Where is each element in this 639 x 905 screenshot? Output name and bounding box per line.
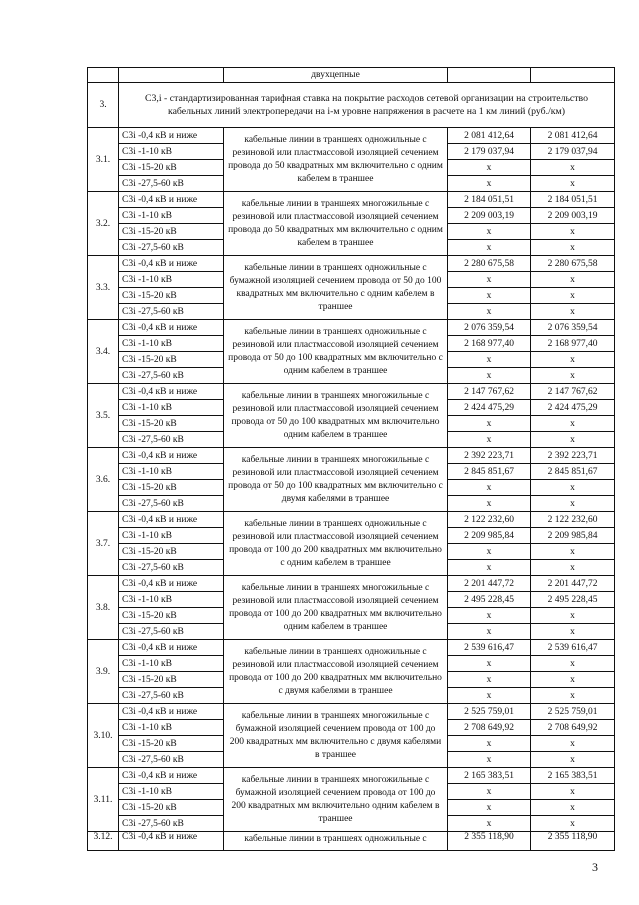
voltage-level: C3i -15-20 кВ: [119, 224, 224, 240]
rate-value-2: x: [531, 432, 615, 448]
voltage-level: C3i -27,5-60 кВ: [119, 752, 224, 768]
rate-value-1: 2 845 851,67: [448, 464, 531, 480]
voltage-level: C3i -15-20 кВ: [119, 672, 224, 688]
section-header-row: [88, 83, 615, 128]
rate-value-2: 2 076 359,54: [531, 320, 615, 336]
rate-value-2: x: [531, 784, 615, 800]
voltage-level: C3i -1-10 кВ: [119, 784, 224, 800]
table-row: [88, 512, 615, 528]
voltage-level: C3i -1-10 кВ: [119, 464, 224, 480]
voltage-level: C3i -15-20 кВ: [119, 160, 224, 176]
rate-value-1: x: [448, 560, 531, 576]
voltage-level: C3i -27,5-60 кВ: [119, 624, 224, 640]
rate-value-1: 2 184 051,51: [448, 192, 531, 208]
voltage-level: C3i -1-10 кВ: [119, 144, 224, 160]
rate-value-2: 2 209 003,19: [531, 208, 615, 224]
rate-value-2: x: [531, 176, 615, 192]
cable-description: кабельные линии в траншеях многожильные с бумажной изоляцией сечением провода от 100 до 200 квадратных мм включительно одним кабелем в траншее: [224, 768, 448, 832]
voltage-level: C3i -15-20 кВ: [119, 288, 224, 304]
rate-value-2: x: [531, 496, 615, 512]
voltage-level: C3i -27,5-60 кВ: [119, 816, 224, 832]
rate-value-2: x: [531, 752, 615, 768]
rate-value-1: x: [448, 752, 531, 768]
rate-value-1: x: [448, 288, 531, 304]
voltage-level: C3i -0,4 кВ и ниже: [119, 704, 224, 720]
voltage-level: C3i -1-10 кВ: [119, 272, 224, 288]
row-number: 3.8.: [88, 576, 119, 640]
rate-value-1: x: [448, 272, 531, 288]
row-number: 3.10.: [88, 704, 119, 768]
rate-value-1: x: [448, 544, 531, 560]
table-row: [88, 384, 615, 400]
row-number: 3.6.: [88, 448, 119, 512]
section-number: 3.: [88, 83, 119, 128]
rate-value-1: 2 179 037,94: [448, 144, 531, 160]
rate-value-1: 2 495 228,45: [448, 592, 531, 608]
voltage-level: C3i -27,5-60 кВ: [119, 432, 224, 448]
voltage-level: C3i -0,4 кВ и ниже: [119, 768, 224, 784]
cable-description: кабельные линии в траншеях многожильные с резиновой или пластмассовой изоляцией сечением провода от 100 до 200 квадратных мм включительно одним кабелем в траншее: [224, 576, 448, 640]
page-number: 3: [592, 860, 598, 874]
voltage-level: C3i -1-10 кВ: [119, 656, 224, 672]
table-row: [88, 192, 615, 208]
voltage-level: C3i -27,5-60 кВ: [119, 176, 224, 192]
rate-value-2: x: [531, 352, 615, 368]
rate-value-1: 2 539 616,47: [448, 640, 531, 656]
table-row: [88, 768, 615, 784]
rate-value-1: x: [448, 160, 531, 176]
voltage-level: C3i -15-20 кВ: [119, 480, 224, 496]
rate-value-2: x: [531, 672, 615, 688]
table-row: [88, 704, 615, 720]
cable-description: кабельные линии в траншеях многожильные с резиновой или пластмассовой изоляцией сечением провода от 50 до 100 квадратных мм включительно одним кабелем в траншее: [224, 384, 448, 448]
row-number: 3.9.: [88, 640, 119, 704]
rate-value-2: 2 392 223,71: [531, 448, 615, 464]
rate-value-2: 2 201 447,72: [531, 576, 615, 592]
voltage-level: C3i -27,5-60 кВ: [119, 688, 224, 704]
rate-value-2: x: [531, 656, 615, 672]
voltage-level: C3i -1-10 кВ: [119, 528, 224, 544]
rate-value-1: 2 076 359,54: [448, 320, 531, 336]
rate-value-2: x: [531, 544, 615, 560]
rate-value-1: 2 201 447,72: [448, 576, 531, 592]
rate-value-2: 2 179 037,94: [531, 144, 615, 160]
table-row: [88, 128, 615, 144]
rate-value-2: x: [531, 288, 615, 304]
rate-value-1: 2 165 383,51: [448, 768, 531, 784]
table-row: [88, 320, 615, 336]
voltage-level: C3i -15-20 кВ: [119, 544, 224, 560]
row-number: 3.7.: [88, 512, 119, 576]
rate-value-1: x: [448, 608, 531, 624]
cable-description: кабельные линии в траншеях одножильные с резиновой или пластмассовой изоляцией сечением провода от 50 до 100 квадратных мм включительно с одним кабелем в траншее: [224, 320, 448, 384]
rate-value-2: 2 495 228,45: [531, 592, 615, 608]
rate-value-2: x: [531, 560, 615, 576]
rate-value-1: x: [448, 672, 531, 688]
voltage-level: C3i -0,4 кВ и ниже: [119, 640, 224, 656]
row-number: 3.4.: [88, 320, 119, 384]
row-number: 3.12.: [88, 832, 119, 851]
rate-value-2: x: [531, 624, 615, 640]
cable-description: кабельные линии в траншеях многожильные с резиновой или пластмассовой изоляцией сечением провода до 50 квадратных мм включительно с одним кабелем в траншее: [224, 192, 448, 256]
rate-value-1: x: [448, 736, 531, 752]
cable-description: кабельные линии в траншеях одножильные с резиновой или пластмассовой изоляцией сечением провода от 100 до 200 квадратных мм включительно с одним кабелем в траншее: [224, 512, 448, 576]
rate-value-1: x: [448, 416, 531, 432]
rate-value-2: x: [531, 480, 615, 496]
rate-value-1: 2 168 977,40: [448, 336, 531, 352]
rate-value-1: 2 209 003,19: [448, 208, 531, 224]
voltage-level: C3i -1-10 кВ: [119, 720, 224, 736]
table-row: [88, 448, 615, 464]
voltage-level: C3i -0,4 кВ и ниже: [119, 256, 224, 272]
rate-value-2: 2 539 616,47: [531, 640, 615, 656]
rate-value-1: x: [448, 240, 531, 256]
rate-value-2: x: [531, 608, 615, 624]
voltage-level: C3i -0,4 кВ и ниже: [119, 128, 224, 144]
rate-value-2: 2 424 475,29: [531, 400, 615, 416]
voltage-level: C3i -0,4 кВ и ниже: [119, 448, 224, 464]
rate-value-1: x: [448, 352, 531, 368]
rate-value-1: 2 147 767,62: [448, 384, 531, 400]
rate-value-1: x: [448, 816, 531, 832]
rate-value-1: 2 708 649,92: [448, 720, 531, 736]
rate-value-1: x: [448, 224, 531, 240]
rate-value-1: 2 081 412,64: [448, 128, 531, 144]
rate-value-1: 2 209 985,84: [448, 528, 531, 544]
cell-empty: [448, 68, 531, 83]
rate-value-1: 2 122 232,60: [448, 512, 531, 528]
rate-value-2: x: [531, 736, 615, 752]
voltage-level: C3i -15-20 кВ: [119, 736, 224, 752]
row-number: 3.1.: [88, 128, 119, 192]
rate-value-2: 2 708 649,92: [531, 720, 615, 736]
rate-value-2: 2 081 412,64: [531, 128, 615, 144]
rate-value-1: x: [448, 656, 531, 672]
table-row: [88, 832, 615, 851]
row-number: 3.11.: [88, 768, 119, 832]
rate-value-2: x: [531, 816, 615, 832]
rate-value-2: 2 209 985,84: [531, 528, 615, 544]
rate-value-2: x: [531, 800, 615, 816]
rate-value-1: 2 424 475,29: [448, 400, 531, 416]
rate-value-1: 2 355 118,90: [448, 832, 531, 851]
rate-value-2: 2 122 232,60: [531, 512, 615, 528]
cable-description: кабельные линии в траншеях одножильные с резиновой или пластмассовой изоляцией сечением провода до 50 квадратных мм включительно с одним кабелем в траншее: [224, 128, 448, 192]
rate-value-1: 2 280 675,58: [448, 256, 531, 272]
voltage-level: C3i -0,4 кВ и ниже: [119, 384, 224, 400]
rate-value-2: x: [531, 304, 615, 320]
voltage-level: C3i -15-20 кВ: [119, 416, 224, 432]
rate-value-1: x: [448, 496, 531, 512]
voltage-level: C3i -27,5-60 кВ: [119, 560, 224, 576]
voltage-level: C3i -1-10 кВ: [119, 336, 224, 352]
rate-value-1: x: [448, 784, 531, 800]
rate-value-1: x: [448, 688, 531, 704]
voltage-level: C3i -1-10 кВ: [119, 208, 224, 224]
voltage-level: C3i -27,5-60 кВ: [119, 496, 224, 512]
rate-value-1: x: [448, 176, 531, 192]
cable-description: кабельные линии в траншеях многожильные с бумажной изоляцией сечением провода от 100 до 200 квадратных мм включительно с двумя кабелями в траншее: [224, 704, 448, 768]
rate-value-1: 2 392 223,71: [448, 448, 531, 464]
rate-value-2: x: [531, 272, 615, 288]
rate-value-2: 2 355 118,90: [531, 832, 615, 851]
tariff-table: [87, 67, 615, 851]
rate-value-1: x: [448, 480, 531, 496]
rate-value-2: 2 147 767,62: [531, 384, 615, 400]
rate-value-2: 2 184 051,51: [531, 192, 615, 208]
voltage-level: C3i -15-20 кВ: [119, 608, 224, 624]
rate-value-1: x: [448, 624, 531, 640]
voltage-level: C3i -15-20 кВ: [119, 800, 224, 816]
rate-value-2: x: [531, 368, 615, 384]
voltage-level: C3i -0,4 кВ и ниже: [119, 512, 224, 528]
rate-value-2: 2 168 977,40: [531, 336, 615, 352]
rate-value-2: 2 845 851,67: [531, 464, 615, 480]
rate-value-2: x: [531, 240, 615, 256]
table-row: [88, 576, 615, 592]
rate-value-2: x: [531, 224, 615, 240]
row-number: 3.3.: [88, 256, 119, 320]
cell-desc: двухцепные: [224, 68, 448, 83]
rate-value-1: x: [448, 304, 531, 320]
rate-value-2: 2 165 383,51: [531, 768, 615, 784]
voltage-level: C3i -15-20 кВ: [119, 352, 224, 368]
section-title: C3,i - стандартизированная тарифная ставка на покрытие расходов сетевой организации на строительство кабельных линий электропередачи на i-м уровне напряжения в расчете на 1 км линий (руб./км): [119, 83, 615, 128]
rate-value-2: 2 280 675,58: [531, 256, 615, 272]
cell-empty: [88, 68, 119, 83]
rate-value-2: x: [531, 688, 615, 704]
table-row: [88, 256, 615, 272]
voltage-level: C3i -0,4 кВ и ниже: [119, 832, 224, 851]
voltage-level: C3i -27,5-60 кВ: [119, 240, 224, 256]
table-row: [88, 640, 615, 656]
cable-description: кабельные линии в траншеях одножильные с бумажной изоляцией сечением провода от 50 до 100 квадратных мм включительно с одним кабелем в траншее: [224, 256, 448, 320]
rate-value-2: x: [531, 160, 615, 176]
row-number: 3.5.: [88, 384, 119, 448]
rate-value-1: x: [448, 368, 531, 384]
voltage-level: C3i -0,4 кВ и ниже: [119, 192, 224, 208]
voltage-level: C3i -1-10 кВ: [119, 592, 224, 608]
row-number: 3.2.: [88, 192, 119, 256]
rate-value-1: 2 525 759,01: [448, 704, 531, 720]
voltage-level: C3i -0,4 кВ и ниже: [119, 320, 224, 336]
table-row: [88, 68, 615, 83]
rate-value-1: x: [448, 432, 531, 448]
cell-empty: [531, 68, 615, 83]
voltage-level: C3i -0,4 кВ и ниже: [119, 576, 224, 592]
rate-value-2: x: [531, 416, 615, 432]
rate-value-1: x: [448, 800, 531, 816]
rate-value-2: 2 525 759,01: [531, 704, 615, 720]
cable-description: кабельные линии в траншеях одножильные с резиновой или пластмассовой изоляцией сечением провода от 100 до 200 квадратных мм включительно с двумя кабелями в траншее: [224, 640, 448, 704]
cable-description: кабельные линии в траншеях одножильные с: [224, 832, 448, 851]
voltage-level: C3i -27,5-60 кВ: [119, 368, 224, 384]
cell-empty: [119, 68, 224, 83]
voltage-level: C3i -1-10 кВ: [119, 400, 224, 416]
cable-description: кабельные линии в траншеях многожильные с резиновой или пластмассовой изоляцией сечением провода от 50 до 100 квадратных мм включительно с двумя кабелями в траншее: [224, 448, 448, 512]
voltage-level: C3i -27,5-60 кВ: [119, 304, 224, 320]
